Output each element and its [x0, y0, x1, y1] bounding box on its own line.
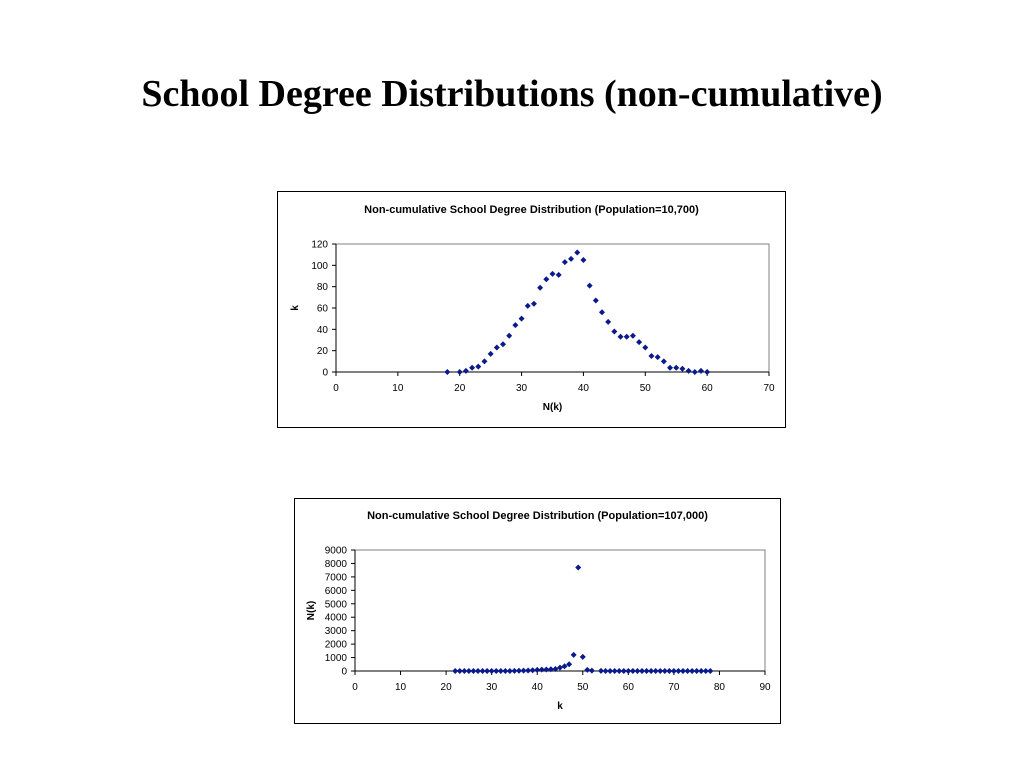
- c1-x-tick-label: 50: [639, 383, 651, 394]
- c2-x-tick-label: 10: [394, 682, 407, 693]
- c1-data-point: [642, 344, 648, 350]
- c2-data-point: [571, 652, 577, 658]
- c1-data-point: [512, 322, 518, 328]
- c1-chart-title: Non-cumulative School Degree Distribution (Population=10,700): [364, 204, 699, 216]
- chart-svg-1: [278, 192, 785, 427]
- c1-data-point: [704, 369, 710, 375]
- c2-x-tick-label: 80: [713, 682, 726, 693]
- c1-data-point: [500, 341, 506, 347]
- c1-x-tick-label: 30: [516, 383, 528, 394]
- c1-data-point: [506, 333, 512, 339]
- c1-data-point: [686, 368, 692, 374]
- c2-x-tick-label: 40: [531, 682, 543, 693]
- c2-y-tick-label: 6000: [324, 585, 347, 597]
- c2-x-tick-label: 60: [622, 682, 634, 693]
- c2-data-point: [575, 564, 581, 570]
- c1-data-point: [574, 250, 580, 256]
- c2-data-point: [589, 668, 595, 674]
- c2-x-tick-label: 70: [668, 682, 680, 693]
- c2-y-tick-label: 2000: [324, 639, 347, 651]
- c2-y-tick-label: 1000: [324, 653, 347, 665]
- c1-y-tick-label: 20: [316, 346, 328, 358]
- c2-y-tick-label: 9000: [324, 545, 347, 557]
- c1-plot-area: [336, 244, 769, 372]
- chart-population-107000: [294, 498, 781, 724]
- c2-chart-title: Non-cumulative School Degree Distribution (Population=107,000): [367, 510, 708, 522]
- c1-y-tick-label: 120: [311, 239, 328, 251]
- c1-data-point: [611, 328, 617, 334]
- c1-y-tick-label: 60: [316, 303, 328, 315]
- c1-x-tick-label: 20: [454, 383, 466, 394]
- c1-data-point: [599, 309, 605, 315]
- c1-data-point: [661, 358, 667, 364]
- c2-x-axis-label: k: [557, 701, 563, 712]
- c1-data-point: [580, 257, 586, 263]
- c2-y-tick-label: 8000: [324, 558, 347, 570]
- c1-x-tick-label: 70: [763, 383, 775, 394]
- c1-data-point: [463, 368, 469, 374]
- c2-x-tick-label: 0: [352, 682, 358, 693]
- c1-data-point: [531, 301, 537, 307]
- c2-x-tick-label: 50: [577, 682, 589, 693]
- c1-y-tick-label: 80: [316, 282, 328, 294]
- c1-data-point: [481, 358, 487, 364]
- c2-x-tick-label: 20: [440, 682, 452, 693]
- c2-y-tick-label: 3000: [324, 626, 347, 638]
- slide-title: School Degree Distributions (non-cumulative): [141, 73, 883, 115]
- c1-data-point: [605, 319, 611, 325]
- c1-data-point: [562, 259, 568, 265]
- c1-x-tick-label: 40: [577, 383, 589, 394]
- c1-data-point: [698, 368, 704, 374]
- c2-y-tick-label: 0: [341, 666, 347, 678]
- c1-y-tick-label: 100: [311, 260, 328, 272]
- c2-y-axis-label: N(k): [306, 600, 317, 621]
- c2-data-point: [584, 667, 590, 673]
- c2-x-tick-label: 30: [486, 682, 498, 693]
- c1-data-point: [587, 283, 593, 289]
- c1-data-point: [550, 271, 556, 277]
- c1-data-point: [655, 354, 661, 360]
- c1-data-point: [692, 369, 698, 375]
- c2-plot-area: [355, 550, 765, 671]
- c2-data-point: [557, 665, 563, 671]
- c1-data-point: [630, 333, 636, 339]
- c1-data-point: [636, 339, 642, 345]
- c1-data-point: [667, 365, 673, 371]
- c1-data-point: [494, 344, 500, 350]
- c1-data-point: [475, 364, 481, 370]
- c1-y-tick-label: 40: [316, 324, 328, 336]
- chart-svg-2: [295, 499, 780, 723]
- c1-data-point: [673, 365, 679, 371]
- c1-data-point: [679, 366, 685, 372]
- c1-y-tick-label: 0: [322, 367, 328, 379]
- c1-x-tick-label: 10: [392, 383, 404, 394]
- c2-data-point: [707, 668, 713, 674]
- c1-data-point: [543, 276, 549, 282]
- c1-data-point: [568, 256, 574, 262]
- c2-y-tick-label: 7000: [324, 572, 347, 584]
- c2-y-tick-label: 5000: [324, 599, 347, 611]
- c1-x-tick-label: 60: [701, 383, 713, 394]
- c1-data-point: [618, 334, 624, 340]
- c1-data-point: [624, 334, 630, 340]
- c1-data-point: [556, 272, 562, 278]
- c1-data-point: [469, 365, 475, 371]
- c1-data-point: [648, 353, 654, 359]
- c1-y-axis-label: k: [290, 305, 301, 311]
- c1-data-point: [457, 369, 463, 375]
- c1-data-point: [519, 316, 525, 322]
- c1-data-point: [444, 369, 450, 375]
- c1-x-axis-label: N(k): [542, 402, 563, 413]
- c2-data-point: [580, 654, 586, 660]
- c2-y-tick-label: 4000: [324, 612, 347, 624]
- chart-population-10700: [277, 191, 786, 428]
- c2-x-tick-label: 90: [759, 682, 771, 693]
- c1-x-tick-label: 0: [333, 383, 339, 394]
- c1-data-point: [525, 303, 531, 309]
- c1-data-point: [537, 285, 543, 291]
- c1-data-point: [593, 298, 599, 304]
- c1-data-point: [488, 351, 494, 357]
